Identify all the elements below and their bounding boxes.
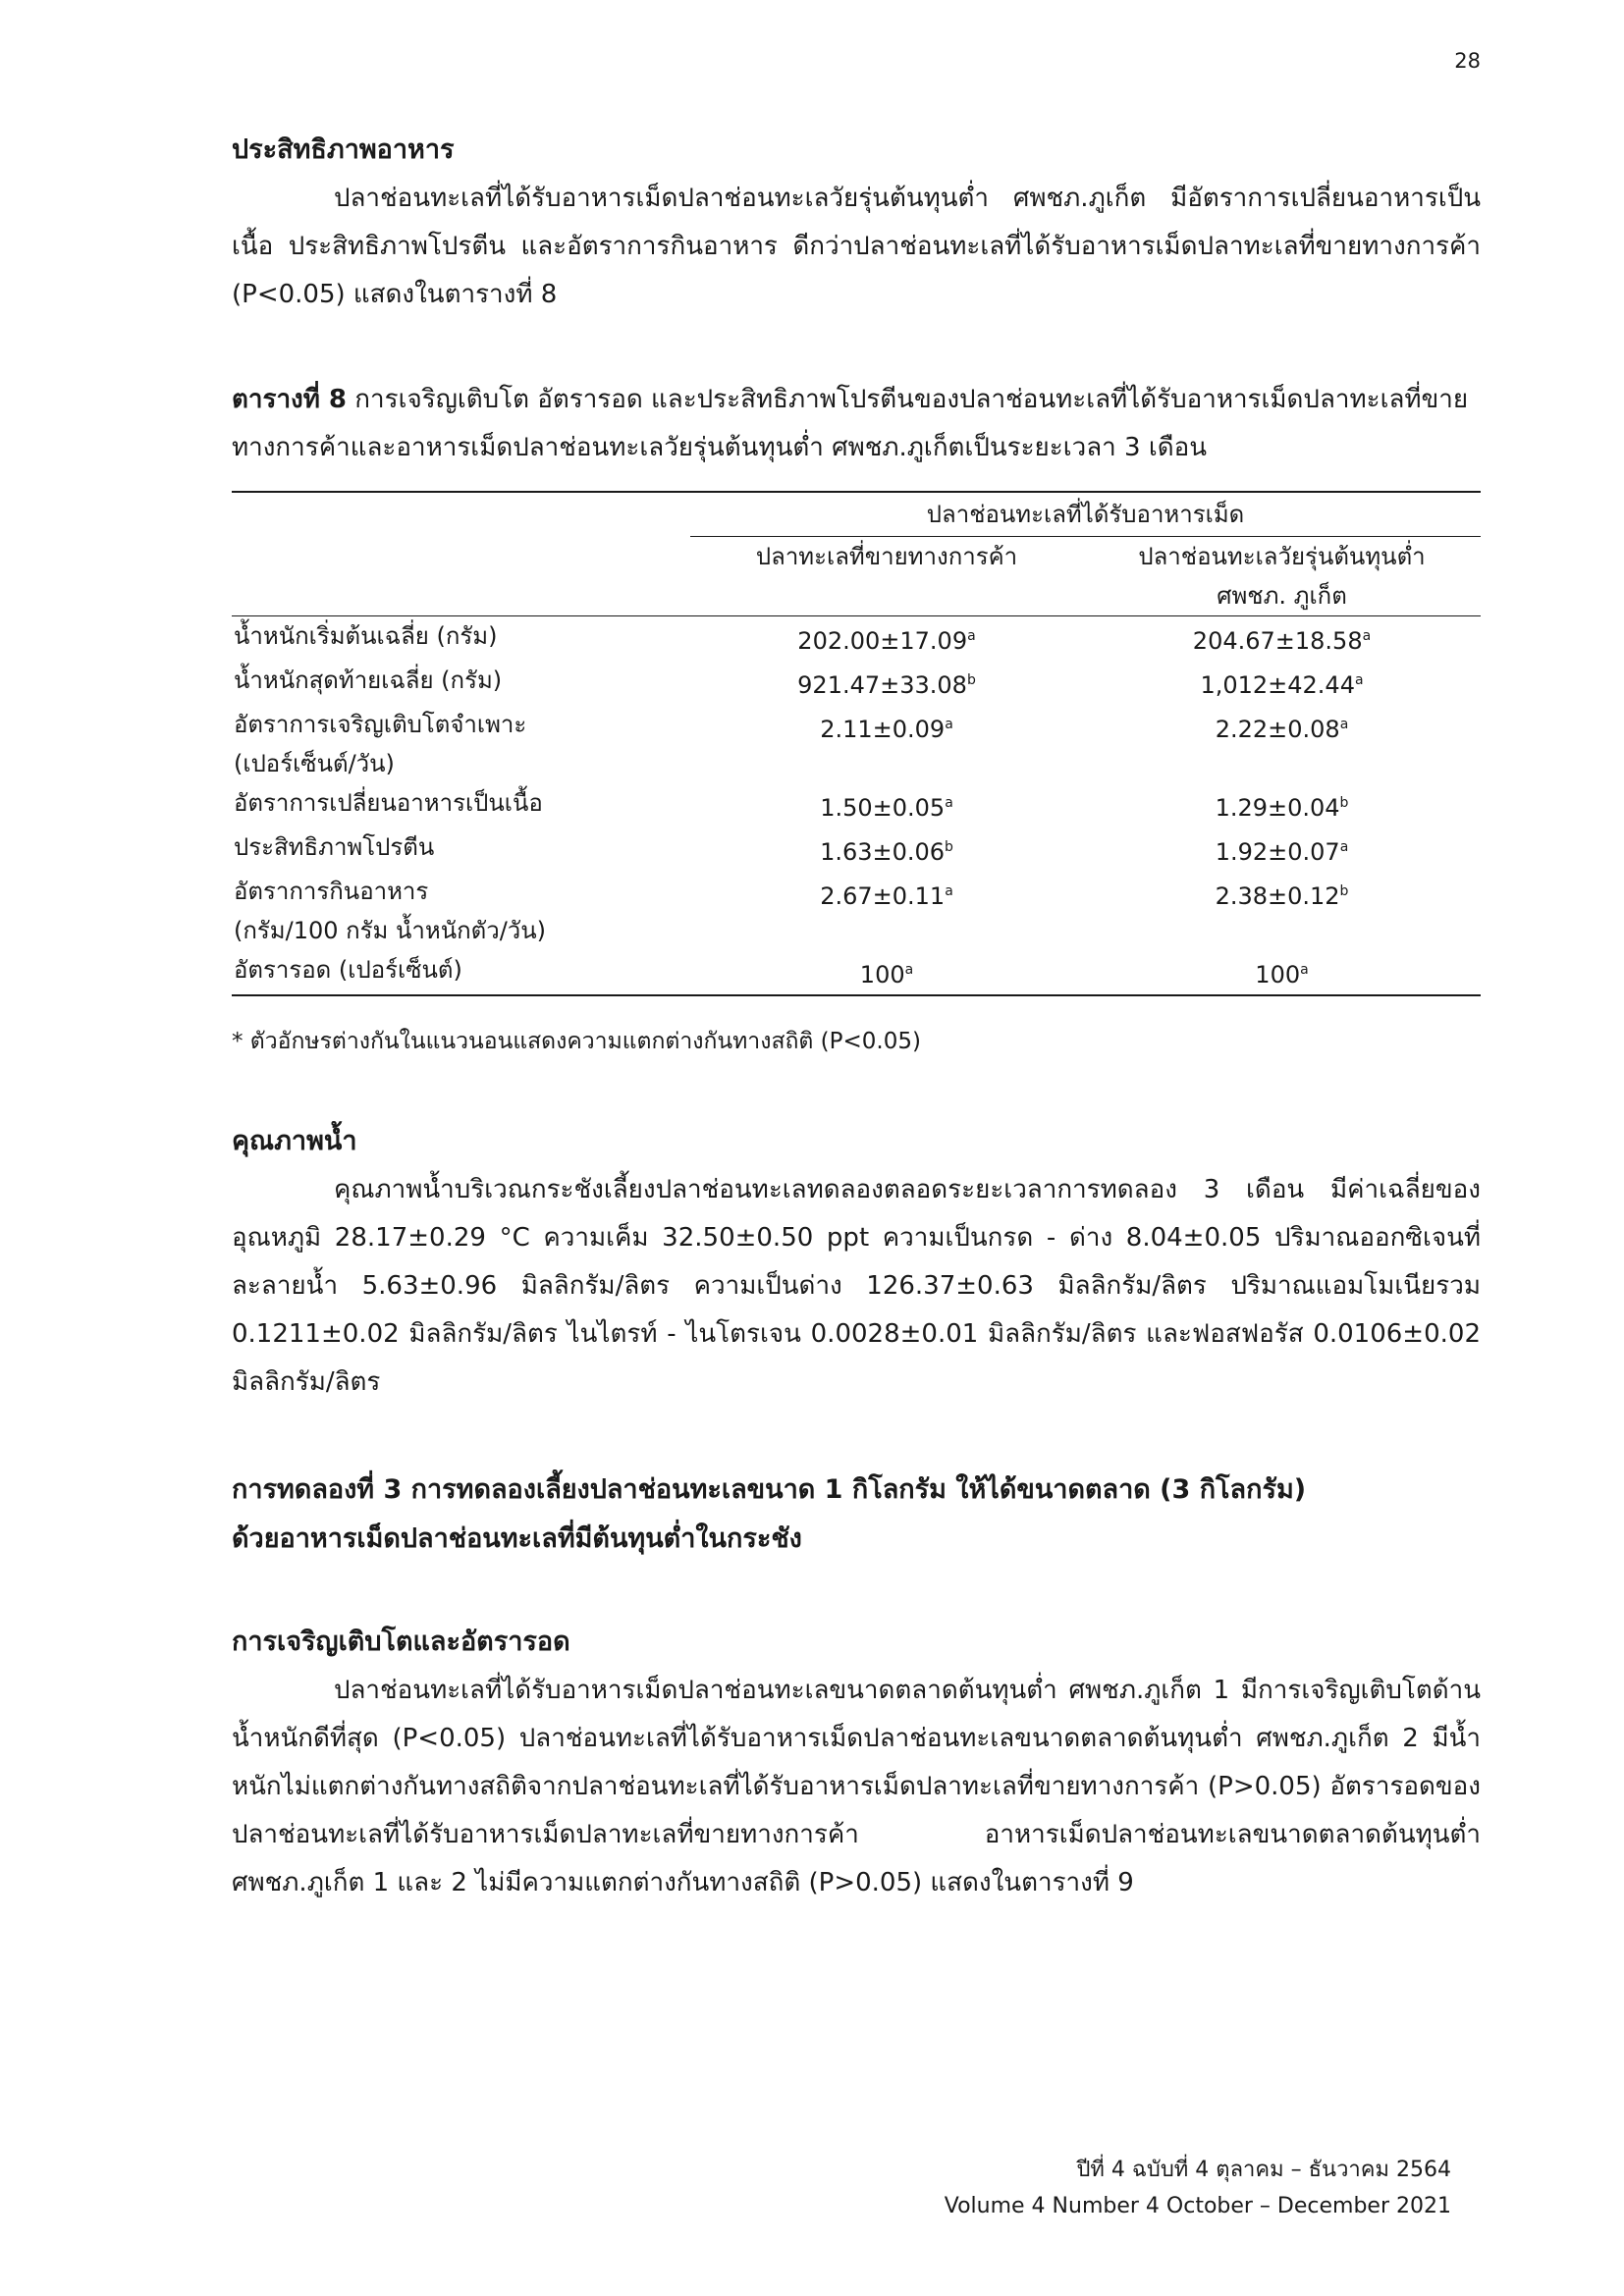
row-label: น้ำหนักสุดท้ายเฉลี่ย (กรัม) (234, 667, 503, 694)
row-value-commercial: 202.00±17.09$^a$ (797, 627, 976, 655)
table8-col2-header-line2: ศพชภ. ภูเก็ต (1217, 582, 1347, 610)
table-row (232, 828, 1481, 872)
table-row (232, 872, 1481, 950)
table8-col1-header: ปลาทะเลที่ขายทางการค้า (690, 537, 1083, 616)
row-value-commercial: 1.50±0.05$^a$ (820, 794, 953, 822)
row-label: อัตราการเปลี่ยนอาหารเป็นเนื้อ (234, 789, 543, 817)
table-row (232, 950, 1481, 995)
feed-efficiency-heading: ประสิทธิภาพอาหาร (232, 134, 455, 165)
row-value-commercial: 1.63±0.06$^b$ (820, 838, 953, 866)
row-value-commercial: 2.11±0.09$^a$ (820, 716, 953, 743)
table8-column-header-row (232, 537, 1481, 616)
feed-efficiency-paragraph: ปลาช่อนทะเลที่ได้รับอาหารเม็ดปลาช่อนทะเลวัยรุ่นต้นทุนต่ำ ศพชภ.ภูเก็ต มีอัตราการเปลี่ยนอาหารเป็นเนื้อ ประสิทธิภาพโปรตีน และอัตราการกินอาหาร ดีกว่าปลาช่อนทะเลที่ได้รับอาหารเม็ดปลาทะเลที่ขายทางการค้า (P<0.05) แสดงในตารางที่ 8 (232, 184, 1481, 309)
table8-col2-header (1083, 537, 1481, 616)
water-quality-heading: คุณภาพน้ำ (232, 1126, 357, 1156)
water-quality-paragraph: คุณภาพน้ำบริเวณกระชังเลี้ยงปลาช่อนทะเลทดลองตลอดระยะเวลาการทดลอง 3 เดือน มีค่าเฉลี่ยของอุณหภูมิ 28.17±0.29 °C ความเค็ม 32.50±0.50 ppt ความเป็นกรด - ด่าง 8.04±0.05 ปริมาณออกซิเจนที่ละลายน้ำ 5.63±0.96 มิลลิกรัม/ลิตร ความเป็นด่าง 126.37±0.63 มิลลิกรัม/ลิตร ปริมาณแอมโมเนียรวม 0.1211±0.02 มิลลิกรัม/ลิตร ไนไตรท์ - ไนโตรเจน 0.0028±0.01 มิลลิกรัม/ลิตร และฟอสฟอรัส 0.0106±0.02 มิลลิกรัม/ลิตร (232, 1175, 1481, 1397)
row-label: อัตราการเจริญเติบโตจำเพาะ (เปอร์เซ็นต์/วัน) (234, 711, 527, 777)
row-label: น้ำหนักเริ่มต้นเฉลี่ย (กรัม) (234, 622, 498, 650)
row-value-lowcost: 1.29±0.04$^b$ (1215, 794, 1349, 822)
row-value-lowcost: 204.67±18.58$^a$ (1192, 627, 1372, 655)
row-label: อัตราการกินอาหาร (กรัม/100 กรัม น้ำหนักตัว/วัน) (234, 878, 547, 944)
row-label: อัตรารอด (เปอร์เซ็นต์) (234, 956, 462, 984)
row-value-commercial: 100$^a$ (859, 961, 914, 988)
table-row (232, 705, 1481, 783)
row-label: ประสิทธิภาพโปรตีน (234, 833, 435, 861)
row-value-lowcost: 2.22±0.08$^a$ (1215, 716, 1349, 743)
table8-caption-text: การเจริญเติบโต อัตรารอด และประสิทธิภาพโปรตีนของปลาช่อนทะเลที่ได้รับอาหารเม็ดปลาทะเลที่ขายทางการค้าและอาหารเม็ดปลาช่อนทะเลวัยรุ่นต้นทุนต่ำ ศพชภ.ภูเก็ตเป็นระยะเวลา 3 เดือน (232, 385, 1469, 462)
row-value-lowcost: 1.92±0.07$^a$ (1215, 838, 1349, 866)
table8-footnote: * ตัวอักษรต่างกันในแนวนอนแสดงความแตกต่างกันทางสถิติ (P<0.05) (232, 1029, 921, 1054)
experiment3-heading-line2: ด้วยอาหารเม็ดปลาช่อนทะเลที่มีต้นทุนต่ำในกระชัง (232, 1523, 802, 1554)
table8-group-header: ปลาช่อนทะเลที่ได้รับอาหารเม็ด (690, 492, 1481, 537)
table8-caption (232, 376, 1481, 472)
experiment3-heading-line1: การทดลองที่ 3 การทดลองเลี้ยงปลาช่อนทะเลขนาด 1 กิโลกรัม ให้ได้ขนาดตลาด (3 กิโลกรัม) (232, 1474, 1307, 1505)
table-row (232, 661, 1481, 705)
page-number: 28 (1454, 49, 1481, 73)
row-value-lowcost: 1,012±42.44$^a$ (1200, 671, 1364, 699)
footer-thai: ปีที่ 4 ฉบับที่ 4 ตุลาคม – ธันวาคม 2564 (1076, 2158, 1451, 2182)
table8 (232, 491, 1481, 996)
table-row (232, 783, 1481, 828)
table8-group-header-row (232, 492, 1481, 537)
row-value-lowcost: 2.38±0.12$^b$ (1215, 882, 1349, 910)
table8-col2-header-line1: ปลาช่อนทะเลวัยรุ่นต้นทุนต่ำ (1138, 543, 1426, 570)
footer-english: Volume 4 Number 4 October – December 2021 (944, 2194, 1451, 2218)
row-value-lowcost: 100$^a$ (1255, 961, 1309, 988)
row-value-commercial: 2.67±0.11$^a$ (820, 882, 953, 910)
row-value-commercial: 921.47±33.08$^b$ (797, 671, 976, 699)
table8-caption-label: ตารางที่ 8 (232, 385, 348, 414)
growth-survival-heading: การเจริญเติบโตและอัตรารอด (232, 1627, 570, 1657)
growth-survival-paragraph: ปลาช่อนทะเลที่ได้รับอาหารเม็ดปลาช่อนทะเลขนาดตลาดต้นทุนต่ำ ศพชภ.ภูเก็ต 1 มีการเจริญเติบโตด้านน้ำหนักดีที่สุด (P<0.05) ปลาช่อนทะเลที่ได้รับอาหารเม็ดปลาช่อนทะเลขนาดตลาดต้นทุนต่ำ ศพชภ.ภูเก็ต 2 มีน้ำหนักไม่แตกต่างกันทางสถิติจากปลาช่อนทะเลที่ได้รับอาหารเม็ดปลาทะเลที่ขายทางการค้า (P>0.05) อัตรารอดของปลาช่อนทะเลที่ได้รับอาหารเม็ดปลาทะเลที่ขายทางการค้า อาหารเม็ดปลาช่อนทะเลขนาดตลาดต้นทุนต่ำ ศพชภ.ภูเก็ต 1 และ 2 ไม่มีความแตกต่างกันทางสถิติ (P>0.05) แสดงในตารางที่ 9 (232, 1676, 1481, 1897)
table-row (232, 616, 1481, 662)
